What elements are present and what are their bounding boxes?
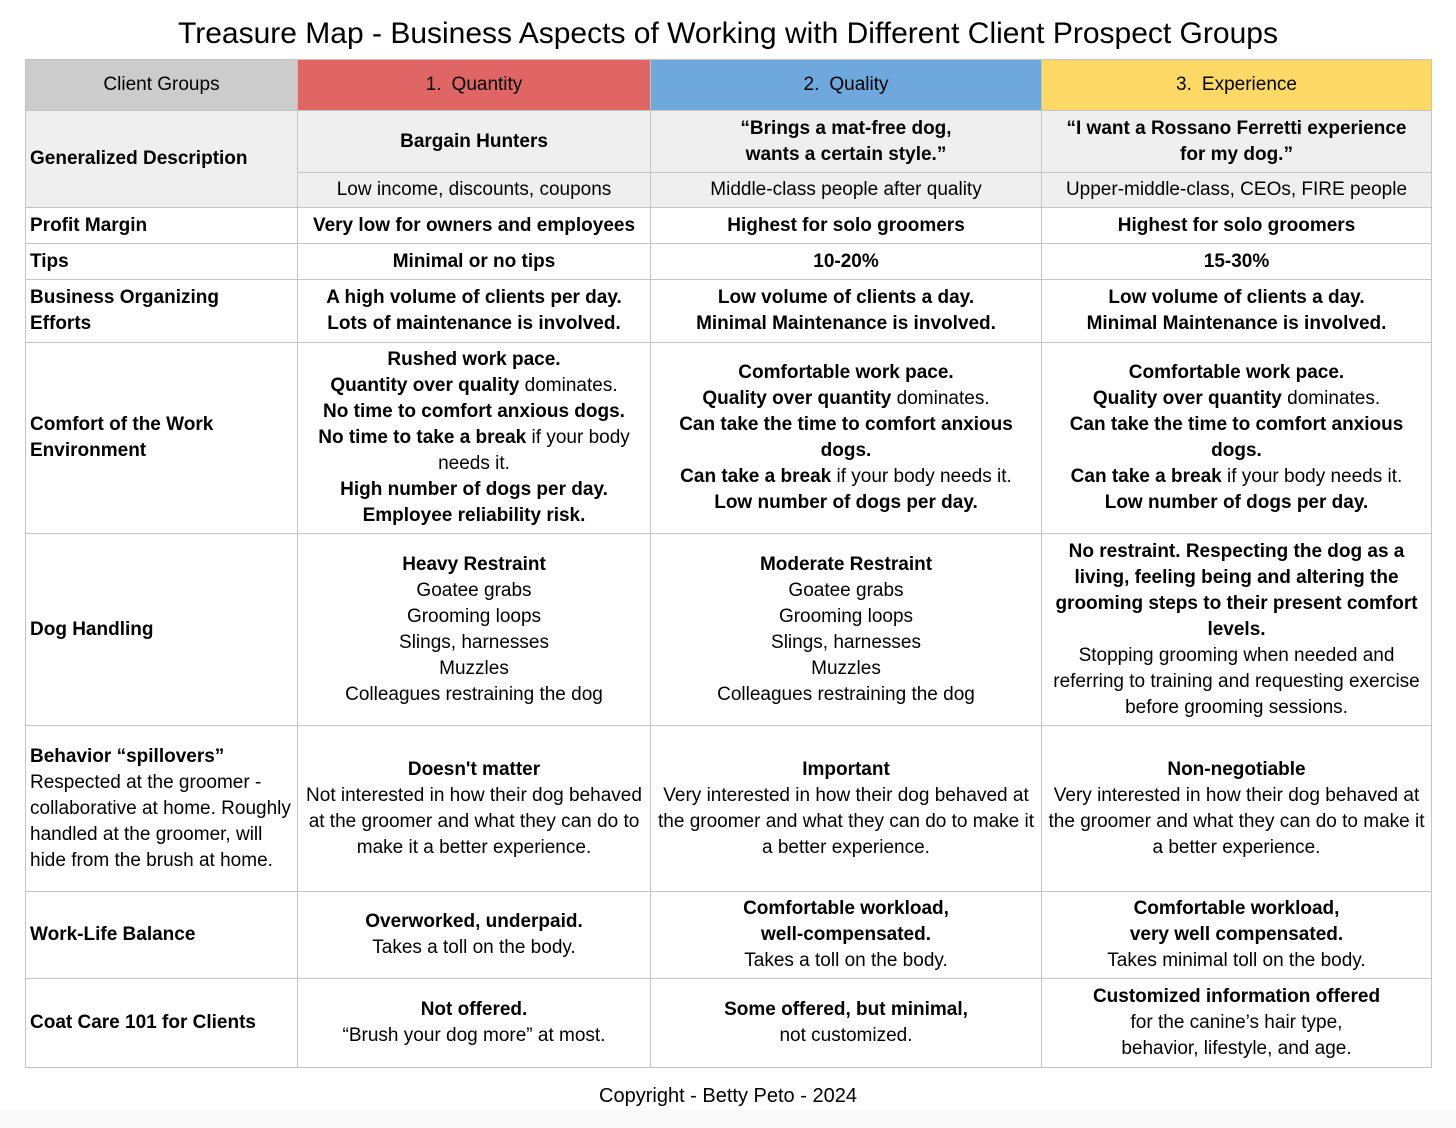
table-row [26, 343, 1432, 534]
table-row [26, 534, 1432, 726]
behavior-experience [1042, 726, 1432, 892]
comfort-quantity [298, 343, 651, 534]
text-line: Can take the time to comfort anxious dogs. [679, 414, 1013, 461]
header-number: 1. [425, 74, 442, 95]
text-normal: dominates. [1281, 388, 1381, 409]
page-title: Treasure Map - Business Aspects of Working with Different Client Prospect Groups [178, 17, 1278, 50]
header-label: Quantity [451, 74, 523, 95]
treasure-map-table [25, 59, 1432, 1068]
organizing-experience [1042, 280, 1432, 343]
text-line: Comfortable work pace. [738, 362, 954, 383]
text-normal: Takes minimal toll on the body. [1107, 950, 1366, 971]
text-bold: Can take a break [680, 466, 832, 487]
row-label-profit: Profit Margin [26, 208, 298, 244]
description-quality [651, 111, 1042, 173]
quote-line: “Brings a mat-free dog, [740, 117, 952, 139]
list-item: Slings, harnesses [399, 631, 549, 653]
text-line: Comfortable work pace. [1128, 362, 1345, 383]
text-line: Employee reliability risk. [362, 505, 586, 526]
behavior-quantity [298, 726, 651, 892]
text-bold: Comfortable workload, [743, 898, 949, 919]
handling-experience [1042, 534, 1432, 726]
list-item: Goatee grabs [788, 579, 904, 601]
coatcare-quantity [298, 979, 651, 1068]
table-row [26, 726, 1432, 892]
description-sub-experience: Upper-middle-class, CEOs, FIRE people [1042, 173, 1432, 208]
handling-quality [651, 534, 1042, 726]
behavior-quality [651, 726, 1042, 892]
text-bold: Some offered, but minimal, [724, 999, 968, 1020]
description-sub-quality: Middle-class people after quality [651, 173, 1042, 208]
text-normal: if your body needs it. [831, 466, 1012, 487]
text-line: Rushed work pace. [387, 349, 561, 370]
row-label-handling: Dog Handling [26, 534, 298, 726]
quote-line: “I want a Rossano Ferretti experience [1066, 117, 1407, 139]
row-label-comfort [26, 343, 298, 534]
text-bold: Quality over quantity [702, 388, 892, 409]
handling-title: No restraint. Respecting the dog as a living, feeling being and altering the grooming steps to their present comfort levels. [1055, 540, 1418, 640]
label-line: Environment [30, 440, 147, 461]
comfort-experience [1042, 343, 1432, 534]
header-experience [1042, 60, 1432, 111]
quote-line: for my dog.” [1180, 143, 1293, 165]
text-bold: No time to take a break [318, 427, 527, 448]
header-label: Experience [1201, 74, 1297, 95]
worklife-quantity [298, 892, 651, 979]
worklife-experience [1042, 892, 1432, 979]
label-line: Efforts [30, 313, 92, 334]
row-label-coatcare: Coat Care 101 for Clients [26, 979, 298, 1068]
coatcare-experience [1042, 979, 1432, 1068]
list-item: Slings, harnesses [771, 631, 921, 653]
header-number: 3. [1176, 74, 1192, 95]
description-sub-quantity: Low income, discounts, coupons [298, 173, 651, 208]
description-experience [1042, 111, 1432, 173]
row-label-organizing [26, 280, 298, 343]
text-bold: Customized information offered [1092, 986, 1381, 1007]
text-line: Low volume of clients a day. [1108, 287, 1365, 308]
behavior-text: Very interested in how their dog behaved at the groomer and what they can do to make it a better experience. [1048, 784, 1425, 858]
row-label-behavior [26, 726, 298, 892]
text-bold: Can take a break [1070, 466, 1222, 487]
text-line: A high volume of clients per day. [326, 287, 622, 308]
coatcare-quality [651, 979, 1042, 1068]
row-label-worklife: Work-Life Balance [26, 892, 298, 979]
header-quality [651, 60, 1042, 111]
text-line: Lots of maintenance is involved. [327, 313, 621, 334]
label-line: Comfort of the Work [30, 414, 214, 435]
footer-shade [0, 1110, 1456, 1128]
behavior-text: Not interested in how their dog behaved at the groomer and what they can do to make it a better experience. [306, 784, 642, 858]
header-number: 2. [803, 74, 820, 95]
text-normal: behavior, lifestyle, and age. [1121, 1038, 1352, 1059]
handling-title: Heavy Restraint [402, 553, 546, 575]
text-line: High number of dogs per day. [340, 479, 608, 500]
table-row [26, 280, 1432, 343]
behavior-title: Important [802, 758, 890, 780]
copyright-notice: Copyright - Betty Peto - 2024 [599, 1085, 857, 1107]
row-label-tips: Tips [26, 244, 298, 280]
header-label: Quality [829, 74, 889, 95]
text-normal: dominates. [891, 388, 990, 409]
handling-text: Stopping grooming when needed and referring to training and requesting exercise before grooming sessions. [1053, 644, 1420, 718]
label-title: Behavior “spillovers” [30, 745, 225, 767]
table-row [26, 244, 1432, 280]
header-row [26, 60, 1432, 111]
tips-quantity: Minimal or no tips [298, 244, 651, 280]
text-bold: Not offered. [420, 999, 528, 1020]
tips-quality: 10-20% [651, 244, 1042, 280]
description-quantity: Bargain Hunters [298, 111, 651, 173]
text-normal: if your body needs it. [1221, 466, 1403, 487]
text-normal: for the canine’s hair type, [1130, 1012, 1343, 1033]
header-client-groups: Client Groups [26, 60, 298, 111]
text-line: Minimal Maintenance is involved. [1086, 313, 1387, 334]
list-item: Grooming loops [778, 605, 914, 627]
table-row [26, 111, 1432, 173]
profit-quality: Highest for solo groomers [651, 208, 1042, 244]
list-item: Colleagues restraining the dog [717, 683, 975, 705]
organizing-quantity [298, 280, 651, 343]
list-item: Muzzles [439, 657, 509, 679]
text-bold: Quantity over quality [330, 375, 520, 396]
text-normal: Takes a toll on the body. [744, 950, 948, 971]
row-label-description: Generalized Description [26, 111, 298, 208]
text-line: Low volume of clients a day. [717, 287, 975, 308]
worklife-quality [651, 892, 1042, 979]
table-row [26, 979, 1432, 1068]
text-bold: Comfortable workload, [1133, 898, 1340, 919]
text-line: Low number of dogs per day. [714, 492, 978, 513]
list-item: Grooming loops [406, 605, 542, 627]
list-item: Colleagues restraining the dog [345, 683, 603, 705]
text-bold: very well compensated. [1129, 924, 1344, 945]
behavior-text: Very interested in how their dog behaved at the groomer and what they can do to make it a better experience. [658, 784, 1034, 858]
handling-title: Moderate Restraint [759, 553, 933, 575]
behavior-title: Doesn't matter [407, 758, 541, 780]
text-bold: Quality over quantity [1092, 388, 1282, 409]
text-line: Minimal Maintenance is involved. [696, 313, 996, 334]
label-description: Respected at the groomer - collaborative at home. Roughly handled at the groomer, will hide from the brush at home. [30, 771, 291, 871]
text-normal: dominates. [519, 375, 618, 396]
text-normal: if your body needs it. [438, 427, 630, 474]
text-bold: Overworked, underpaid. [365, 911, 583, 932]
behavior-title: Non-negotiable [1167, 758, 1306, 780]
text-normal: not customized. [779, 1025, 913, 1046]
profit-experience: Highest for solo groomers [1042, 208, 1432, 244]
organizing-quality [651, 280, 1042, 343]
text-line: No time to comfort anxious dogs. [323, 401, 625, 422]
quote-line: wants a certain style.” [745, 143, 947, 165]
text-line: Low number of dogs per day. [1104, 492, 1369, 513]
text-normal: “Brush your dog more” at most. [342, 1025, 606, 1046]
text-normal: Takes a toll on the body. [372, 937, 576, 958]
list-item: Goatee grabs [416, 579, 532, 601]
profit-quantity: Very low for owners and employees [298, 208, 651, 244]
text-line: Can take the time to comfort anxious dogs. [1069, 414, 1404, 461]
list-item: Muzzles [811, 657, 881, 679]
table-row [26, 208, 1432, 244]
table-row [26, 892, 1432, 979]
handling-quantity [298, 534, 651, 726]
comfort-quality [651, 343, 1042, 534]
header-quantity [298, 60, 651, 111]
text-bold: well-compensated. [761, 924, 931, 945]
label-line: Business Organizing [30, 287, 219, 308]
tips-experience: 15-30% [1042, 244, 1432, 280]
